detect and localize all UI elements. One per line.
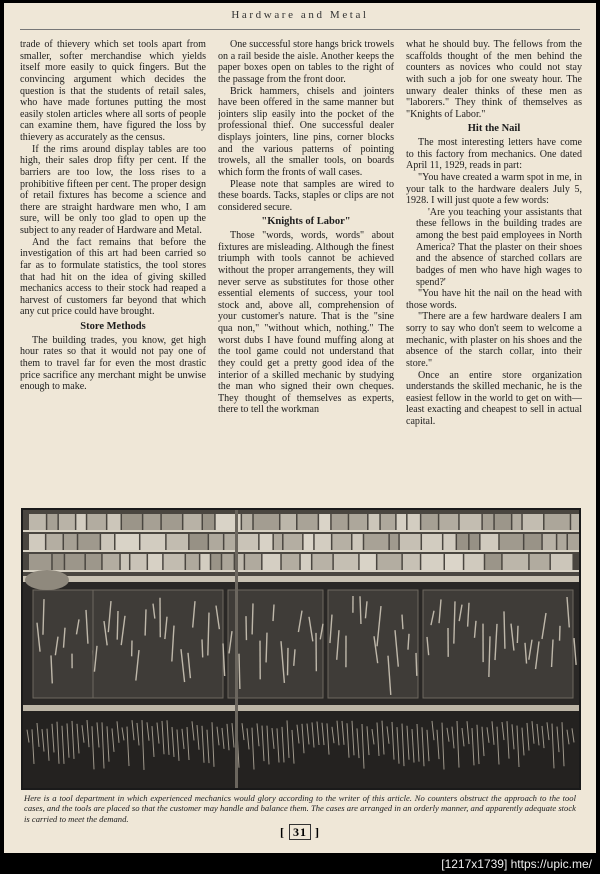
page-number: [ 31 ]: [280, 825, 320, 839]
paragraph: Once an entire store organization understands the skilled mechanic, he is the easiest fellow in the world to get on with—least exacting and cheapest to sell in actual capital.: [406, 369, 582, 427]
subheading-store-methods: Store Methods: [80, 321, 146, 332]
subheading-knights-of-labor: "Knights of Labor": [261, 216, 351, 228]
paragraph: One successful store hangs brick trowels on a rail beside the aisle. Another keeps the paper boxes open on tables to the right of the passage from the front door.: [218, 39, 394, 85]
paragraph: Please note that samples are wired to these boards. Tacks, staples or clips are not considered secure.: [218, 178, 394, 213]
subheading-hit-the-nail: Hit the Nail: [467, 123, 521, 135]
column-2: [218, 39, 394, 491]
paragraph: trade of thievery which set tools apart from smaller, softer merchandise which yields itself more easily to quick fingers. But the convincing argument which decides the question is that the students of retail sales, who have made fortunes putting the most easily stolen articles where all sorts of people can examine them, have figured the loss by thievery as accurately as the census.: [20, 39, 206, 143]
photo-caption: Here is a tool department in which experienced mechanics would glory according to the writer of this article. No counters obstruct the approach to the tool cases, and the tools are placed so that the customer may handle and balance them. The cases are arranged in an orderly manner, and apparently adequate stock is carried to meet the demand.: [24, 793, 576, 824]
column-1: [20, 39, 206, 491]
tool-department-photo: [21, 508, 581, 790]
paragraph: If the rims around display tables are too high, their sales drop fifty per cent. If the barriers are too low, the loss rises to a prohibitive fifteen per cent. The proper design of retail fixtures has become a science and there are straight hardware men who, I am sure, will be only too glad to open up the subject to any reader of Hardware and Metal.: [20, 143, 206, 236]
paragraph: Brick hammers, chisels and jointers have been offered in the same manner but jointers slip easily into the pocket of the professional thief. One successful dealer displays jointers, line pins, corner blocks and the various patterns of pointing trowels, all the smaller tools, on boards which form the fronts of wall cases.: [218, 85, 394, 178]
paragraph: "There are a few hardware dealers I am sorry to say who don't seem to welcome a mechanic, with plaster on his shoes and the absence of the starch collar, into their store.": [406, 311, 582, 369]
quoted-paragraph: 'Are you teaching your assistants that these fellows in the building trades are among the best paid employees in North America? That the plaster on their shoes and the absence of starched collars are badges of men who have high wages to spend?': [416, 206, 582, 288]
paragraph: "You have created a warm spot in me, in your talk to the hardware dealers July 5, 1928. I will just quote a few words:: [406, 171, 582, 207]
running-header: Hardware and Metal: [231, 9, 369, 21]
column-3: [406, 39, 582, 491]
paragraph: "You have hit the nail on the head with those words.: [406, 288, 582, 311]
paragraph: Those "words, words, words" about fixtures are misleading. Although the finest triumph with tools cannot be achieved without the proper arrangements, they will never serve as substitutes for those other essential elements of success, your tool stock and, above all, comprehension of your customer's nature. That is the "sine qua non," "without which, nothing." The worst dubs I have found muffing along at the tool game could not understand that they could get a pretty good idea of the interior of a skilled mechanic by studying the man who signed their own cheques. They thought of themselves as experts, there to tell the workman: [218, 230, 394, 416]
paragraph: And the fact remains that before the investigation of this art had been carried so far as to formulate statistics, the tool stores that had hit on the idea of giving skilled mechanics access to their stock had reaped a harvest of customers far beyond that which any cut price could have brought.: [20, 236, 206, 318]
paragraph: The most interesting letters have come to this factory from mechanics. One dated April 11, 1929, reads in part:: [406, 137, 582, 172]
header-rule: [20, 29, 580, 30]
magazine-page: [4, 3, 596, 853]
paragraph: what he should buy. The fellows from the scaffolds thought of the men behind the counters as novices who could not stay with such a job for one sweaty hour. The unwary dealer thinks of these men as "laborers." They think of themselves as "Knights of Labor.": [406, 39, 582, 120]
watermark-text: [1217x1739] https://upic.me/: [441, 857, 592, 871]
paragraph: The building trades, you know, get high hour rates so that it would not pay one of them to travel far for even the most drastic price sacrifice any merchant might be unwise enough to make.: [20, 334, 206, 393]
